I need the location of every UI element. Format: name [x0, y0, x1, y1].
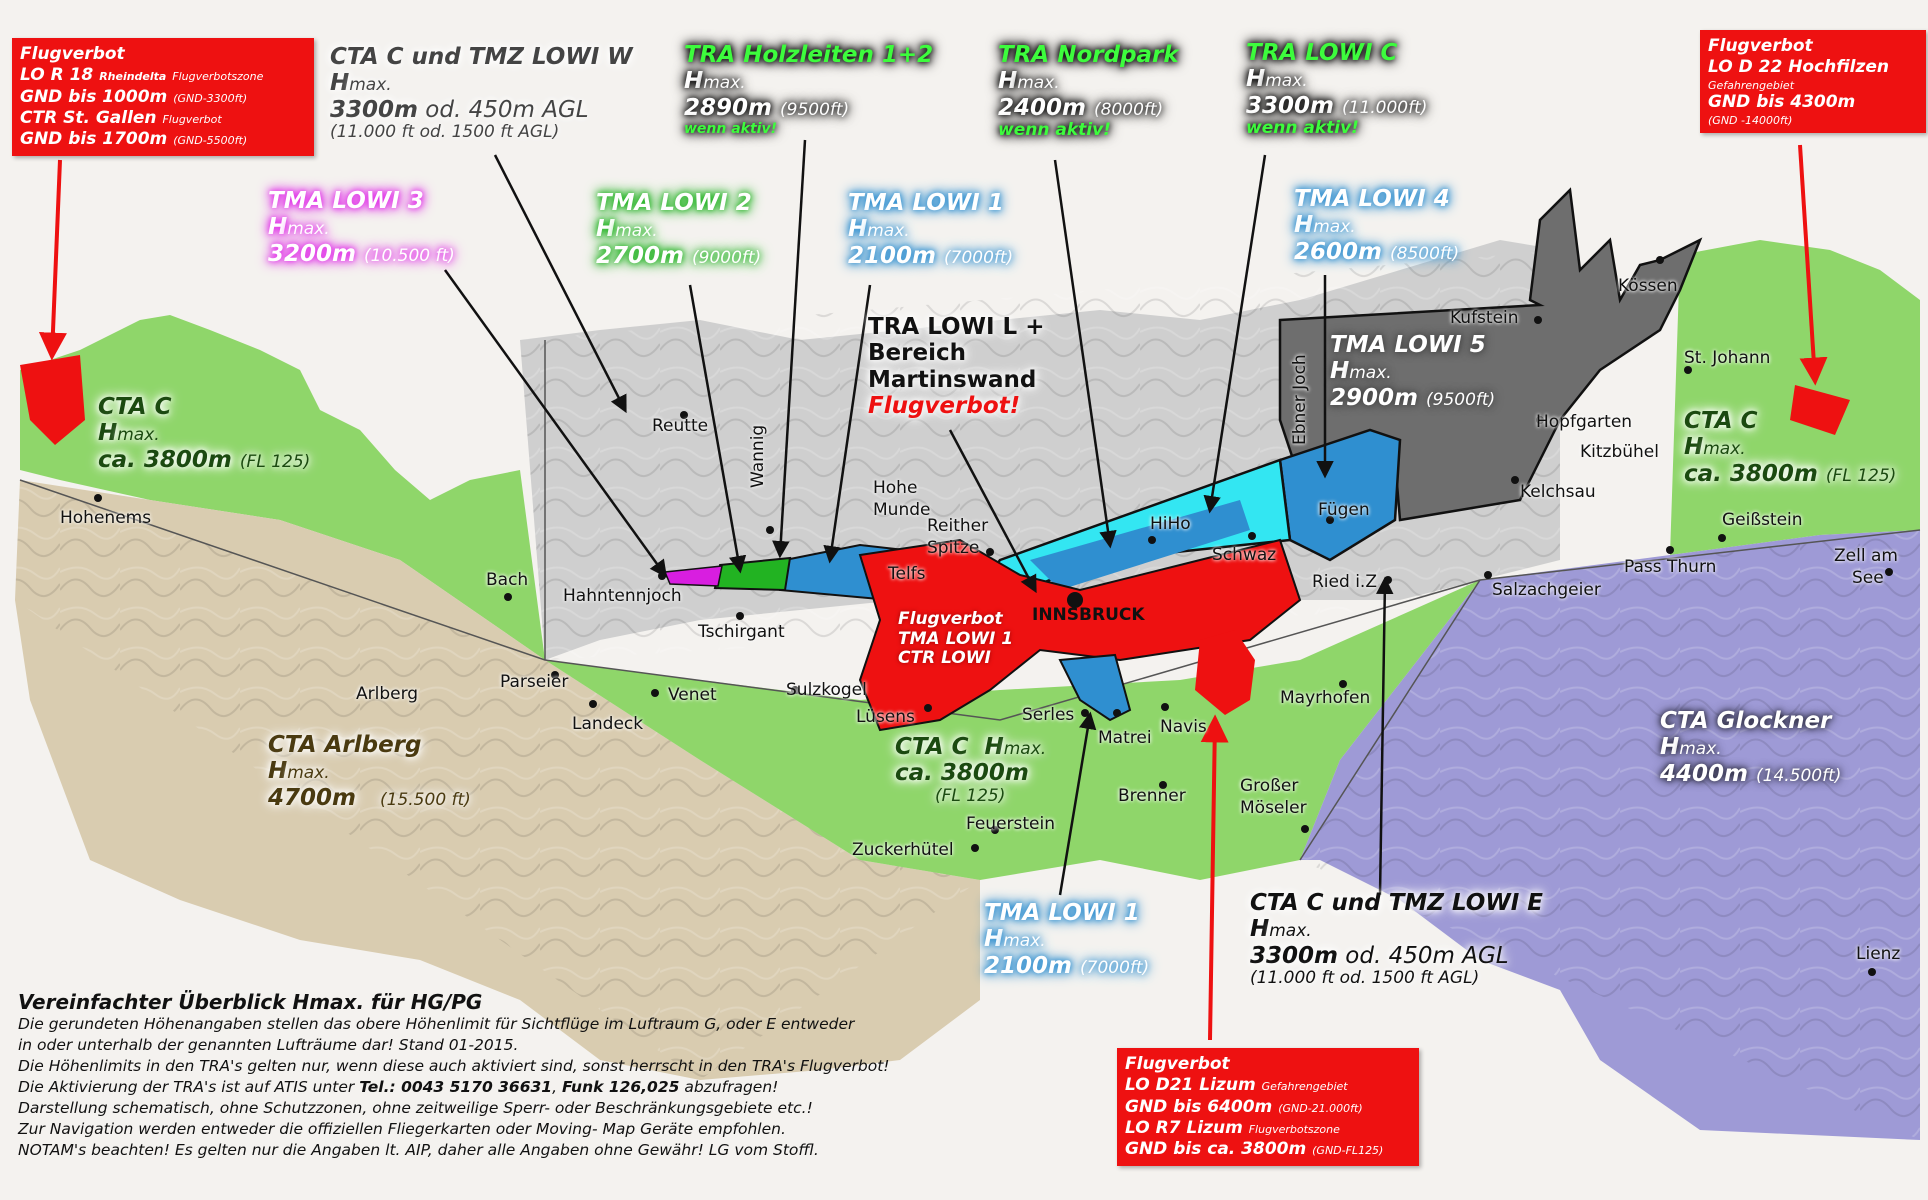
fv-west-l2s: (GND-3300ft): [173, 91, 248, 105]
place-hohe: Hohe: [873, 478, 918, 498]
flugverbot-east-box: [1700, 30, 1926, 133]
tra-holz-a: wenn aktiv!: [684, 121, 777, 138]
tma3-title: TMA LOWI 3: [268, 188, 424, 214]
cta-arl-h: H: [268, 758, 288, 785]
ctr-l3: CTR LOWI: [898, 648, 991, 669]
place-parseier: Parseier: [500, 672, 569, 692]
tra-holz-h: H: [684, 68, 704, 95]
tma2-title: TMA LOWI 2: [596, 190, 752, 216]
tma1b-h: H: [984, 926, 1004, 953]
cta-c-e-v: ca. 3800m: [1684, 460, 1818, 487]
legend-phone: Tel.: 0043 5170 36631: [359, 1078, 553, 1097]
ctr-l2: TMA LOWI 1: [898, 628, 1014, 649]
tra-nord-v: 2400m: [998, 94, 1086, 121]
tma3-h: H: [268, 214, 288, 241]
legend-line1: Die gerundeten Höhenangaben stellen das obere Höhenlimit für Sichtflüge im Luftraum G, oder E entweder: [18, 1015, 855, 1033]
place-landeck: Landeck: [572, 714, 644, 734]
tra-nord-title: TRA Nordpark: [998, 42, 1179, 68]
fv-south-l1s: Gefahrengebiet: [1261, 1080, 1348, 1094]
tra-nordpark-label: [998, 42, 1179, 141]
fv-west-l1s: Rheindelta: [99, 70, 167, 84]
tma2-s: (9000ft): [692, 247, 762, 268]
fv-south-l4: GND bis ca. 3800m: [1125, 1139, 1307, 1159]
tra-nord-a: wenn aktiv!: [998, 120, 1111, 141]
tra-nord-hs: max.: [1017, 73, 1060, 94]
fv-south-l4s: (GND-FL125): [1312, 1144, 1384, 1157]
tra-c-h: H: [1246, 66, 1266, 93]
tra-nord-h: H: [998, 68, 1018, 95]
tma-lowi-5-label: [1330, 332, 1495, 411]
fv-south-l3: LO R7 Lizum: [1125, 1117, 1243, 1138]
fv-east-l2: GND bis 4300m: [1708, 92, 1856, 113]
cta-arl-s: (15.500 ft): [380, 789, 471, 810]
place-hiho: HiHo: [1150, 514, 1191, 534]
place-hahntennjoch: Hahntennjoch: [563, 586, 682, 606]
tma1-title: TMA LOWI 1: [848, 190, 1004, 216]
place-koessen: Kössen: [1618, 276, 1678, 296]
fv-west-l1t: Flugverbotszone: [172, 70, 264, 84]
tma1b-v: 2100m: [984, 952, 1072, 979]
legend-note: [18, 990, 1118, 1162]
legend-radio: Funk 126,025: [561, 1078, 680, 1097]
cta-glo-s: (14.500ft): [1756, 765, 1842, 786]
place-bach: Bach: [486, 570, 529, 590]
cta-w-s: (11.000 ft od. 1500 ft AGL): [330, 122, 560, 143]
cta-c-w-h: H: [98, 420, 118, 447]
place-salzachgeier: Salzachgeier: [1492, 580, 1601, 600]
fv-east-l1: LO D 22 Hochfilzen: [1708, 57, 1890, 78]
cta-w-hs: max.: [349, 75, 392, 96]
cta-e-v: 3300m: [1250, 942, 1338, 969]
tra-l-l3: Martinswand: [868, 366, 1037, 393]
place-fuegen: Fügen: [1318, 500, 1370, 520]
cta-e-s: (11.000 ft od. 1500 ft AGL): [1250, 968, 1480, 989]
tma5-s: (9500ft): [1426, 389, 1496, 410]
legend-line6: Zur Navigation werden entweder die offiziellen Fliegerkarten oder Moving- Map Geräte empfohlen.: [18, 1120, 786, 1139]
place-hopfgarten: Hopfgarten: [1536, 412, 1633, 432]
cta-c-w-s: (FL 125): [239, 451, 311, 472]
tra-holz-s: (9500ft): [780, 99, 850, 120]
fv-west-l1: LO R 18: [20, 65, 94, 86]
place-serles: Serles: [1022, 705, 1075, 725]
cta-c-e-title: CTA C: [1684, 408, 1758, 434]
tma1-v: 2100m: [848, 242, 936, 269]
cta-glo-title: CTA Glockner: [1660, 708, 1832, 734]
cta-c-s-v: ca. 3800m: [895, 760, 1029, 787]
cta-c-e-h: H: [1684, 434, 1704, 461]
fv-east-l2s: (GND -14000ft): [1708, 113, 1793, 127]
fv-east-heading: Flugverbot: [1708, 36, 1813, 56]
tma1b-title: TMA LOWI 1: [984, 900, 1140, 926]
cta-glo-v: 4400m: [1660, 760, 1748, 787]
place-arlberg: Arlberg: [356, 684, 419, 704]
place-kufstein: Kufstein: [1450, 308, 1519, 328]
cta-c-e-s: (FL 125): [1825, 465, 1897, 486]
place-hohenems: Hohenems: [60, 508, 152, 528]
cta-c-s-s: (FL 125): [935, 785, 1006, 806]
tra-nord-s: (8000ft): [1094, 99, 1164, 120]
cta-c-east-label: [1684, 408, 1896, 487]
cta-w-v2: od. 450m AGL: [417, 96, 589, 123]
tra-c-s: (11.000ft): [1342, 97, 1428, 118]
tma4-s: (8500ft): [1390, 243, 1460, 264]
tra-holz-hs: max.: [703, 73, 746, 94]
cta-e-v2: od. 450m AGL: [1337, 942, 1509, 969]
place-st-johann: St. Johann: [1684, 348, 1771, 368]
legend-title: Vereinfachter Überblick Hmax. für HG/PG: [18, 990, 483, 1014]
place-telfs: Telfs: [888, 564, 926, 584]
flugverbot-south-box: [1117, 1048, 1419, 1166]
cta-lowi-w-label: [330, 44, 633, 143]
tma5-h: H: [1330, 358, 1350, 385]
cta-c-s-hs: max.: [1003, 739, 1047, 759]
cta-c-w-hs: max.: [117, 425, 160, 446]
tma4-h: H: [1294, 212, 1314, 239]
place-grosser: Großer: [1240, 776, 1299, 796]
legend-line3: Die Höhenlimits in den TRA's gelten nur, wenn diese auch aktiviert sind, sonst herrscht in den TRA's Flugverbot!: [18, 1057, 890, 1076]
cta-c-s-h: H: [984, 734, 1004, 760]
tra-l-l2: Bereich: [868, 340, 966, 367]
place-luesens: Lüsens: [856, 707, 915, 727]
ctr-l1: Flugverbot: [898, 609, 1003, 629]
cta-glo-hs: max.: [1679, 739, 1722, 760]
place-zell: Zell am: [1834, 546, 1898, 566]
cta-lowi-e-label: [1250, 890, 1543, 989]
place-reither: Reither: [927, 516, 989, 536]
tma-lowi-1-south-label: [984, 900, 1149, 979]
place-see: See: [1852, 568, 1884, 588]
tma3-s: (10.500 ft): [364, 245, 455, 266]
place-kitzbuehel: Kitzbühel: [1580, 442, 1659, 462]
fv-east-l1s: Gefahrengebiet: [1708, 78, 1795, 92]
tra-c-a: wenn aktiv!: [1246, 118, 1359, 139]
cta-glockner-label: [1660, 708, 1841, 787]
cta-c-west-label: [98, 394, 310, 473]
cta-c-south-label: [895, 734, 1046, 806]
place-spitze: Spitze: [927, 538, 980, 558]
tma3-v: 3200m: [268, 240, 356, 267]
innsbruck-label: INNSBRUCK: [1032, 605, 1145, 625]
place-ried: Ried i.Z: [1312, 572, 1377, 592]
cta-c-w-v: ca. 3800m: [98, 446, 232, 473]
tma5-hs: max.: [1349, 363, 1392, 384]
cta-e-hs: max.: [1269, 921, 1312, 942]
place-reutte: Reutte: [652, 416, 709, 436]
fv-south-l2: GND bis 6400m: [1125, 1096, 1273, 1117]
place-matrei: Matrei: [1098, 728, 1152, 748]
place-schwaz: Schwaz: [1212, 545, 1277, 565]
place-sulzkogel: Sulzkogel: [786, 680, 867, 700]
tma4-v: 2600m: [1294, 238, 1382, 265]
place-navis: Navis: [1160, 717, 1207, 737]
legend-line7: NOTAM's beachten! Es gelten nur die Angaben lt. AIP, daher alle Angaben ohne Gewähr! LG vom Stoffl.: [18, 1141, 819, 1160]
fv-south-l2s: (GND-21.000ft): [1278, 1101, 1363, 1115]
tma-lowi-3-label: [268, 188, 455, 267]
tra-c-v: 3300m: [1246, 92, 1334, 119]
fv-west-l3s: Flugverbot: [162, 112, 222, 126]
cta-c-w-title: CTA C: [98, 394, 172, 420]
tma-lowi-4-label: [1294, 186, 1459, 265]
tra-lowi-c-label: [1246, 40, 1427, 139]
place-brenner: Brenner: [1118, 786, 1186, 806]
legend-line4c: ,: [552, 1078, 562, 1097]
tma1b-hs: max.: [1003, 931, 1046, 952]
tma2-h: H: [596, 216, 616, 243]
cta-glo-h: H: [1660, 734, 1680, 761]
tma-lowi-2-label: [596, 190, 761, 269]
cta-arl-hs: max.: [287, 763, 330, 784]
flugverbot-west-box: [12, 38, 314, 156]
fv-west-l2: GND bis 1000m: [20, 86, 168, 107]
place-ebner-joch: Ebner Joch: [1290, 354, 1310, 445]
place-moeseler: Möseler: [1240, 798, 1307, 818]
tra-holz-title: TRA Holzleiten 1+2: [684, 42, 934, 68]
ctr-lowi-label: [898, 610, 1013, 669]
legend-line5: Darstellung schematisch, ohne Schutzzonen, ohne zeitweilige Sperr- oder Beschränkungsgebiete etc.!: [18, 1099, 813, 1118]
place-venet: Venet: [668, 685, 717, 705]
cta-arl-title: CTA Arlberg: [268, 732, 422, 758]
place-tschirgant: Tschirgant: [698, 622, 785, 642]
fv-west-l4: GND bis 1700m: [20, 129, 168, 149]
tra-c-hs: max.: [1265, 71, 1308, 92]
tma4-hs: max.: [1313, 217, 1356, 238]
tra-holzleiten-label: [684, 42, 933, 137]
place-munde: Munde: [873, 500, 931, 520]
tma1-hs: max.: [867, 221, 910, 242]
tma4-title: TMA LOWI 4: [1294, 186, 1450, 212]
cta-c-s-title: CTA C: [895, 734, 969, 760]
tra-l-l4: Flugverbot!: [868, 393, 1021, 420]
fv-west-l4s: (GND-5500ft): [173, 134, 248, 147]
legend-line4e: abzufragen!: [679, 1078, 779, 1097]
cta-c-e-hs: max.: [1703, 439, 1746, 460]
tma1-h: H: [848, 216, 868, 243]
cta-arl-v: 4700m: [268, 784, 356, 811]
place-kelchsau: Kelchsau: [1520, 482, 1596, 502]
place-feuerstein: Feuerstein: [966, 814, 1056, 834]
fv-south-l3s: Flugverbotszone: [1248, 1122, 1340, 1136]
tra-holz-v: 2890m: [684, 94, 772, 121]
place-zuckerhuetl: Zuckerhütel: [852, 840, 954, 860]
cta-w-h: H: [330, 70, 350, 97]
tma1-s: (7000ft): [944, 247, 1014, 268]
tma1b-s: (7000ft): [1080, 957, 1150, 978]
legend-line2: in oder unterhalb der genannten Lufträume dar! Stand 01-2015.: [18, 1036, 519, 1055]
place-geissstein: Geißstein: [1722, 510, 1803, 530]
tma2-v: 2700m: [596, 242, 684, 269]
tma2-hs: max.: [615, 221, 658, 242]
cta-w-v: 3300m: [330, 96, 418, 123]
tma5-title: TMA LOWI 5: [1330, 332, 1486, 358]
tma3-hs: max.: [287, 219, 330, 240]
legend-line4a: Die Aktivierung der TRA's ist auf ATIS unter: [18, 1078, 360, 1097]
fv-west-l3: CTR St. Gallen: [20, 107, 157, 128]
cta-arlberg-label: [268, 732, 471, 811]
place-pass-thurn: Pass Thurn: [1624, 557, 1717, 577]
tma-lowi-1-label: [848, 190, 1013, 269]
cta-w-title: CTA C und TMZ LOWI W: [330, 44, 633, 70]
tra-lowi-l-label: [868, 314, 1044, 420]
tma5-v: 2900m: [1330, 384, 1418, 411]
cta-e-h: H: [1250, 916, 1270, 943]
fv-west-heading: Flugverbot: [20, 44, 125, 64]
tra-c-title: TRA LOWI C: [1246, 40, 1398, 66]
tra-l-l1: TRA LOWI L +: [868, 314, 1045, 340]
cta-e-title: CTA C und TMZ LOWI E: [1250, 890, 1543, 916]
place-wannig: Wannig: [748, 424, 768, 488]
fv-south-l1: LO D21 Lizum: [1125, 1075, 1256, 1096]
place-lienz: Lienz: [1856, 944, 1901, 964]
fv-south-heading: Flugverbot: [1125, 1054, 1230, 1074]
place-mayrhofen: Mayrhofen: [1280, 688, 1371, 708]
